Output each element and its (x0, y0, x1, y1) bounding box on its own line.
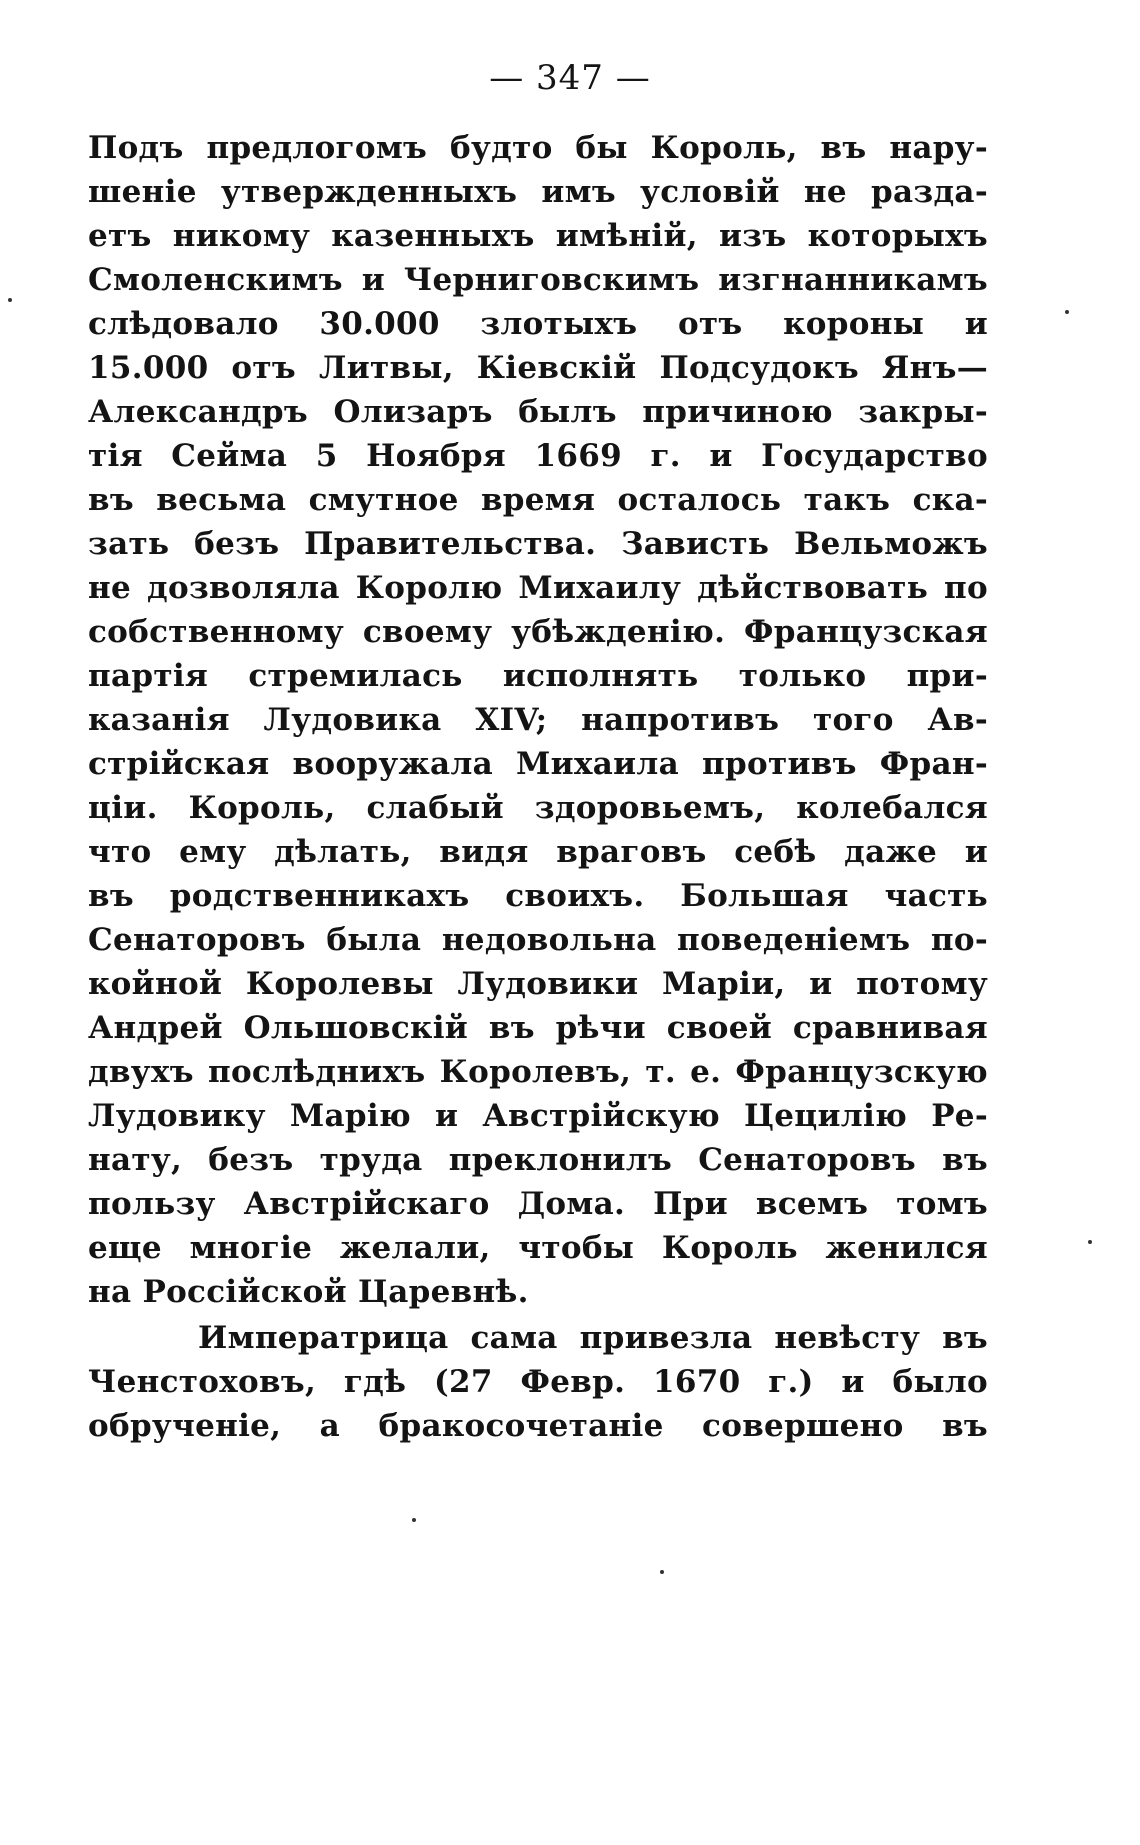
text-line: стрійская вооружала Михаила противъ Фран- (88, 746, 988, 782)
scan-speck (8, 298, 12, 302)
text-line: собственному своему убѣжденію. Французская (88, 614, 988, 650)
page-number: — 347 — (489, 58, 651, 98)
text-line: обрученіе, а бракосочетаніе совершено въ (88, 1408, 988, 1444)
text-line: нату, безъ труда преклонилъ Сенаторовъ въ (88, 1142, 988, 1178)
text-line: Александръ Олизаръ былъ причиною закры- (88, 394, 988, 430)
text-line: Ченстоховъ, гдѣ (27 Февр. 1670 г.) и было (88, 1364, 988, 1400)
text-line: Сенаторовъ была недовольна поведеніемъ по- (88, 922, 988, 958)
text-line: пользу Австрійскаго Дома. При всемъ томъ (88, 1186, 988, 1222)
text-line: ціи. Король, слабый здоровьемъ, колебался (88, 790, 988, 826)
text-line: слѣдовало 30.000 злотыхъ отъ короны и (88, 306, 988, 342)
scan-speck (412, 1518, 416, 1522)
text-line: койной Королевы Лудовики Маріи, и потому (88, 966, 988, 1002)
text-line: не дозволяла Королю Михаилу дѣйствовать по (88, 570, 988, 606)
text-line: еще многіе желали, чтобы Король женился (88, 1230, 988, 1266)
text-line: на Россійской Царевнѣ. (88, 1274, 529, 1310)
scan-speck (1065, 310, 1069, 314)
text-line: тія Сейма 5 Ноября 1669 г. и Государство (88, 438, 988, 474)
text-line: етъ никому казенныхъ имѣній, изъ которыхъ (88, 218, 988, 254)
text-line: Смоленскимъ и Черниговскимъ изгнанникамъ (88, 262, 988, 298)
scan-speck (1088, 1240, 1092, 1244)
text-line: 15.000 отъ Литвы, Кіевскій Подсудокъ Янъ— (88, 350, 988, 386)
text-line: двухъ послѣднихъ Королевъ, т. е. Французскую (88, 1054, 988, 1090)
scan-speck (660, 1570, 664, 1574)
text-line: въ весьма смутное время осталось такъ ска- (88, 482, 988, 518)
text-line: зать безъ Правительства. Зависть Вельможъ (88, 526, 988, 562)
text-line: Андрей Ольшовскій въ рѣчи своей сравнивая (88, 1010, 988, 1046)
text-line: казанія Лудовика XIV; напротивъ того Ав- (88, 702, 988, 738)
text-line: партія стремилась исполнять только при- (88, 658, 988, 694)
text-line: Лудовику Марію и Австрійскую Цецилію Ре- (88, 1098, 988, 1134)
text-line: шеніе утвержденныхъ имъ условій не разда- (88, 174, 988, 210)
text-line: что ему дѣлать, видя враговъ себѣ даже и (88, 834, 988, 870)
text-line: въ родственникахъ своихъ. Большая часть (88, 878, 988, 914)
text-line: Императрица сама привезла невѣсту въ (198, 1320, 988, 1356)
text-line: Подъ предлогомъ будто бы Король, въ нару- (88, 130, 988, 166)
